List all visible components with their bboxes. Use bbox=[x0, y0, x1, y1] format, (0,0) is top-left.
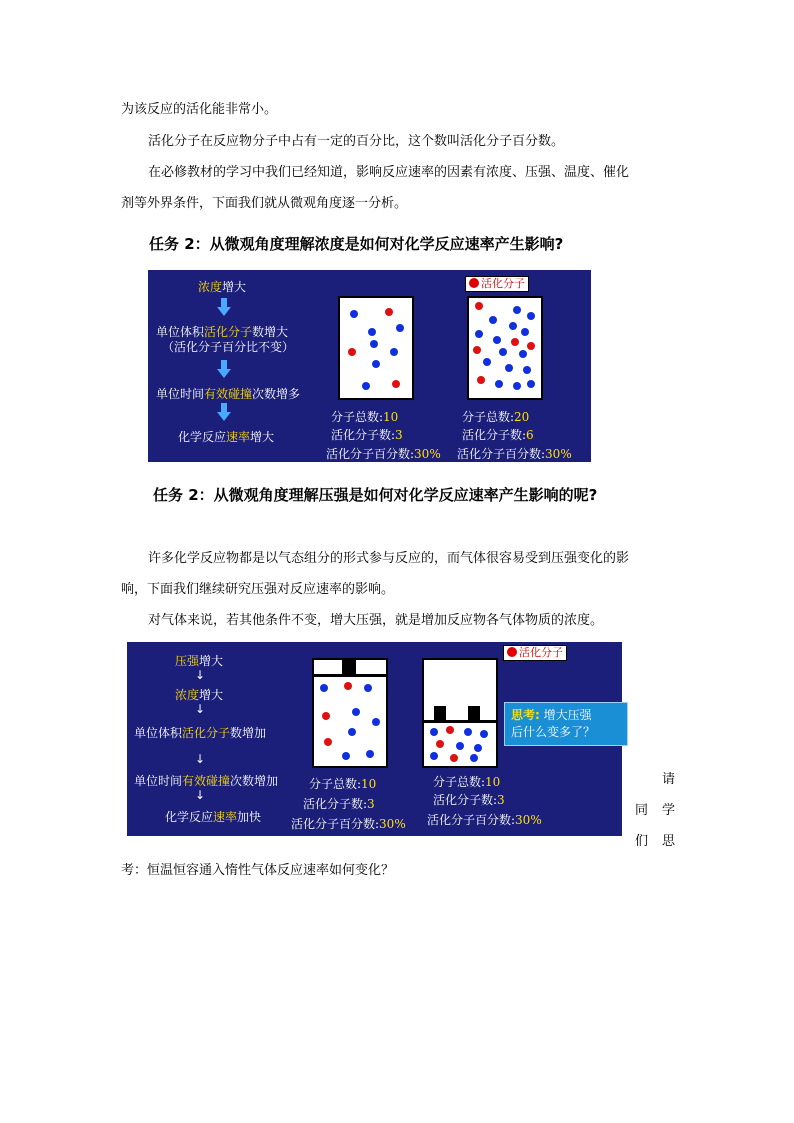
arrow-down-icon: ↓ bbox=[195, 788, 206, 802]
left-active-molecules bbox=[303, 795, 375, 812]
stat-value: 30% bbox=[515, 813, 542, 827]
molecule bbox=[352, 708, 360, 716]
molecule bbox=[519, 350, 527, 358]
active-molecule-legend bbox=[465, 276, 529, 292]
molecule bbox=[370, 340, 378, 348]
stat-value: 30% bbox=[379, 817, 406, 831]
paragraph-1: 为该反应的活化能非常小。 bbox=[121, 102, 278, 117]
stat-value: 10 bbox=[383, 410, 399, 424]
active-molecule bbox=[392, 380, 400, 388]
step-text: 单位时间 bbox=[156, 387, 205, 401]
molecule bbox=[489, 316, 497, 324]
molecule bbox=[493, 336, 501, 344]
step-text: 次数增多 bbox=[252, 387, 301, 401]
step-text: 单位时间 bbox=[134, 774, 183, 788]
step-percent-unchanged: （活化分子百分比不变） bbox=[162, 340, 295, 354]
paragraph-3b: 剂等外界条件，下面我们就从微观角度逐一分析。 bbox=[121, 196, 408, 211]
step-effective-collisions bbox=[134, 772, 278, 789]
think-text: 后什么变多了？ bbox=[511, 725, 596, 739]
molecule bbox=[475, 330, 483, 338]
step-text: 数增大 bbox=[252, 325, 289, 339]
active-molecule bbox=[344, 682, 352, 690]
pressure-slide bbox=[127, 642, 622, 836]
molecule bbox=[372, 718, 380, 726]
molecule bbox=[366, 750, 374, 758]
step-highlight: 有效碰撞 bbox=[182, 774, 231, 788]
right-active-percent bbox=[457, 445, 572, 462]
step-text: 次数增加 bbox=[230, 774, 279, 788]
step-highlight: 浓度 bbox=[175, 688, 200, 702]
molecule bbox=[430, 752, 438, 760]
weight-icon bbox=[468, 706, 480, 720]
step-text: 加快 bbox=[237, 810, 262, 824]
legend-label: 活化分子 bbox=[519, 646, 563, 659]
think-box bbox=[504, 702, 628, 746]
molecule bbox=[480, 730, 488, 738]
stat-label: 分子总数: bbox=[433, 775, 486, 789]
molecule bbox=[509, 322, 517, 330]
molecule bbox=[390, 348, 398, 356]
paragraph-6-tail: 考：恒温恒容通入惰性气体反应速率如何变化？ bbox=[121, 863, 395, 878]
arrow-down-icon: ↓ bbox=[195, 702, 206, 716]
arrow-down-icon bbox=[217, 360, 231, 378]
piston bbox=[424, 720, 496, 723]
step-effective-collisions bbox=[156, 385, 300, 402]
step-rate-increase bbox=[178, 428, 274, 445]
paragraph-5: 对气体来说，若其他条件不变，增大压强，就是增加反应物各气体物质的浓度。 bbox=[148, 613, 604, 628]
red-dot-icon bbox=[507, 647, 517, 657]
step-text: 数增加 bbox=[230, 726, 267, 740]
stat-label: 分子总数: bbox=[462, 410, 515, 424]
step-concentration-increase bbox=[175, 686, 223, 703]
side-char: 学 bbox=[662, 803, 676, 818]
side-char: 请 bbox=[662, 772, 676, 787]
stat-label: 活化分子数: bbox=[303, 797, 368, 811]
molecule bbox=[350, 310, 358, 318]
right-active-percent bbox=[427, 811, 542, 828]
step-text: 单位体积 bbox=[134, 726, 183, 740]
step-highlight: 活化分子 bbox=[182, 726, 231, 740]
molecule bbox=[527, 380, 535, 388]
arrow-down-icon bbox=[217, 403, 231, 421]
stat-label: 活化分子数: bbox=[462, 428, 527, 442]
active-molecule-legend bbox=[503, 645, 567, 661]
active-molecule bbox=[385, 308, 393, 316]
molecule bbox=[483, 358, 491, 366]
step-text: 增大 bbox=[199, 654, 224, 668]
step-highlight: 压强 bbox=[175, 654, 200, 668]
left-active-molecules bbox=[331, 426, 403, 443]
right-total-molecules bbox=[433, 773, 500, 790]
active-molecule bbox=[348, 348, 356, 356]
left-active-percent bbox=[291, 815, 406, 832]
active-molecule bbox=[475, 302, 483, 310]
molecule bbox=[523, 366, 531, 374]
stat-label: 活化分子百分数: bbox=[457, 447, 546, 461]
concentration-slide bbox=[148, 270, 591, 462]
molecule bbox=[505, 364, 513, 372]
molecule bbox=[474, 744, 482, 752]
paragraph-2: 活化分子在反应物分子中占有一定的百分比，这个数叫活化分子百分数。 bbox=[148, 134, 565, 149]
step-highlight: 活化分子 bbox=[204, 325, 253, 339]
stat-label: 活化分子数: bbox=[433, 793, 498, 807]
right-total-molecules bbox=[462, 408, 529, 425]
molecule bbox=[368, 328, 376, 336]
stat-value: 3 bbox=[367, 797, 375, 811]
molecule bbox=[372, 360, 380, 368]
active-molecule bbox=[473, 346, 481, 354]
step-highlight: 速率 bbox=[226, 430, 251, 444]
step-text: 化学反应 bbox=[165, 810, 214, 824]
container-low-concentration bbox=[338, 296, 414, 400]
left-total-molecules bbox=[331, 408, 398, 425]
stat-value: 20 bbox=[514, 410, 530, 424]
active-molecule bbox=[527, 342, 535, 350]
stat-value: 30% bbox=[414, 447, 441, 461]
molecule bbox=[430, 728, 438, 736]
molecule bbox=[527, 312, 535, 320]
right-active-molecules bbox=[433, 791, 505, 808]
step-text: 化学反应 bbox=[178, 430, 227, 444]
paragraph-3a: 在必修教材的学习中我们已经知道，影响反应速率的因素有浓度、压强、温度、催化 bbox=[148, 165, 630, 180]
active-molecule bbox=[436, 740, 444, 748]
step-rate-faster bbox=[165, 808, 261, 825]
weight-icon bbox=[434, 706, 446, 720]
stat-label: 活化分子百分数: bbox=[291, 817, 380, 831]
side-char: 们 bbox=[635, 834, 649, 849]
paragraph-4a: 许多化学反应物都是以气态组分的形式参与反应的，而气体很容易受到压强变化的影 bbox=[148, 551, 630, 566]
molecule bbox=[513, 306, 521, 314]
step-highlight: 速率 bbox=[213, 810, 238, 824]
stat-value: 6 bbox=[526, 428, 534, 442]
molecule bbox=[513, 382, 521, 390]
arrow-down-icon: ↓ bbox=[195, 752, 206, 766]
think-text: 增大压强 bbox=[543, 708, 592, 722]
active-molecule bbox=[446, 726, 454, 734]
molecule bbox=[348, 728, 356, 736]
container-high-pressure bbox=[422, 658, 498, 768]
stat-label: 分子总数: bbox=[331, 410, 384, 424]
red-dot-icon bbox=[469, 278, 479, 288]
molecule bbox=[464, 728, 472, 736]
legend-label: 活化分子 bbox=[481, 277, 525, 290]
container-high-concentration bbox=[467, 296, 543, 400]
molecule bbox=[320, 684, 328, 692]
active-molecule bbox=[477, 376, 485, 384]
stat-value: 30% bbox=[545, 447, 572, 461]
paragraph-4b: 响，下面我们继续研究压强对反应速率的影响。 bbox=[121, 582, 395, 597]
heading-task-concentration: 任务 2：从微观角度理解浓度是如何对化学反应速率产生影响? bbox=[149, 235, 564, 253]
step-text: 增大 bbox=[222, 280, 247, 294]
stat-value: 10 bbox=[361, 777, 377, 791]
stat-value: 10 bbox=[485, 775, 501, 789]
molecule bbox=[499, 348, 507, 356]
active-molecule bbox=[450, 754, 458, 762]
step-highlight: 浓度 bbox=[198, 280, 223, 294]
molecule bbox=[456, 742, 464, 750]
active-molecule bbox=[511, 338, 519, 346]
step-text: 单位体积 bbox=[156, 325, 205, 339]
step-text: 增大 bbox=[199, 688, 224, 702]
right-active-molecules bbox=[462, 426, 534, 443]
molecule bbox=[521, 328, 529, 336]
arrow-down-icon: ↓ bbox=[195, 668, 206, 682]
left-total-molecules bbox=[309, 775, 376, 792]
step-concentration-increase bbox=[198, 278, 246, 295]
molecule bbox=[495, 380, 503, 388]
stat-label: 活化分子百分数: bbox=[427, 813, 516, 827]
molecule bbox=[396, 324, 404, 332]
molecule bbox=[362, 382, 370, 390]
step-active-per-volume bbox=[134, 724, 266, 741]
active-molecule bbox=[324, 738, 332, 746]
side-char: 思 bbox=[662, 834, 676, 849]
heading-task-pressure: 任务 2：从微观角度理解压强是如何对化学反应速率产生影响的呢? bbox=[153, 486, 598, 504]
piston bbox=[314, 674, 386, 677]
molecule bbox=[342, 752, 350, 760]
arrow-down-icon bbox=[217, 298, 231, 316]
container-low-pressure bbox=[312, 658, 388, 768]
stat-value: 3 bbox=[395, 428, 403, 442]
molecule bbox=[470, 754, 478, 762]
step-highlight: 有效碰撞 bbox=[204, 387, 253, 401]
stat-value: 3 bbox=[497, 793, 505, 807]
stat-label: 分子总数: bbox=[309, 777, 362, 791]
weight-icon bbox=[342, 660, 356, 674]
step-pressure-increase bbox=[175, 652, 223, 669]
left-active-percent bbox=[326, 445, 441, 462]
stat-label: 活化分子百分数: bbox=[326, 447, 415, 461]
side-char: 同 bbox=[635, 803, 649, 818]
stat-label: 活化分子数: bbox=[331, 428, 396, 442]
active-molecule bbox=[322, 712, 330, 720]
molecule bbox=[364, 684, 372, 692]
step-text: 增大 bbox=[250, 430, 275, 444]
think-label: 思考: bbox=[511, 708, 540, 722]
